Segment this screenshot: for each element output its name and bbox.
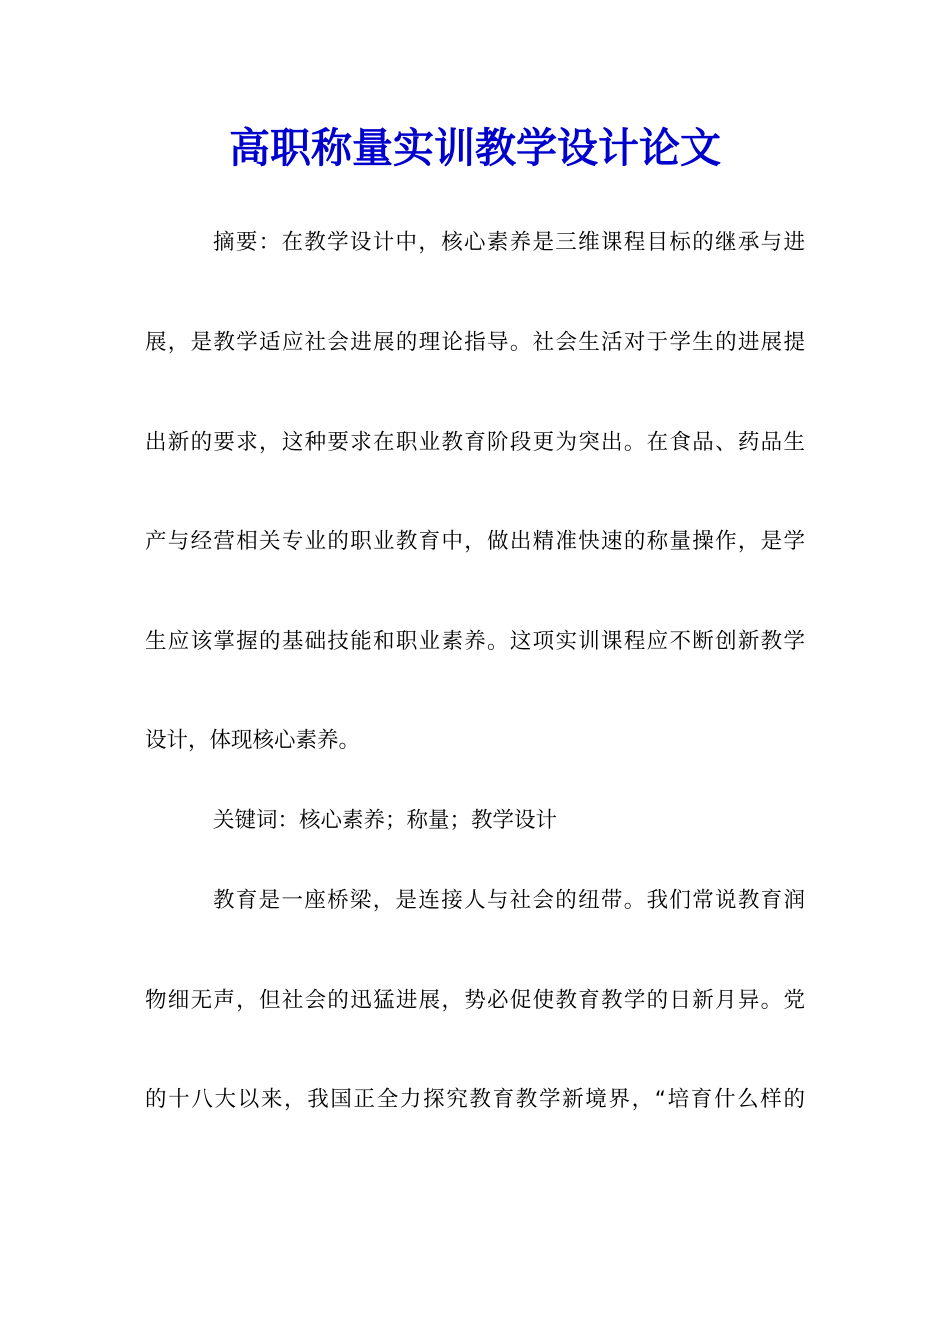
abstract-line: 生应该掌握的基础技能和职业素养。这项实训课程应不断创新教学 [145, 629, 805, 654]
body-line: 的十八大以来，我国正全力探究教育教学新境界，“培育什么样的 [145, 1087, 805, 1112]
abstract-line: 摘要：在教学设计中，核心素养是三维课程目标的继承与进 [213, 230, 805, 255]
document-title: 高职称量实训教学设计论文 [229, 124, 721, 172]
abstract-line: 展，是教学适应社会进展的理论指导。社会生活对于学生的进展提 [145, 330, 805, 355]
body-line: 教育是一座桥梁，是连接人与社会的纽带。我们常说教育润 [213, 888, 805, 913]
abstract-line: 出新的要求，这种要求在职业教育阶段更为突出。在食品、药品生 [145, 430, 805, 455]
abstract-line: 设计，体现核心素养。 [145, 728, 361, 753]
abstract-line: 产与经营相关专业的职业教育中，做出精准快速的称量操作，是学 [145, 529, 805, 554]
keywords-line: 关键词：核心素养；称量；教学设计 [213, 808, 558, 833]
body-line: 物细无声，但社会的迅猛进展，势必促使教育教学的日新月异。党 [145, 988, 805, 1013]
